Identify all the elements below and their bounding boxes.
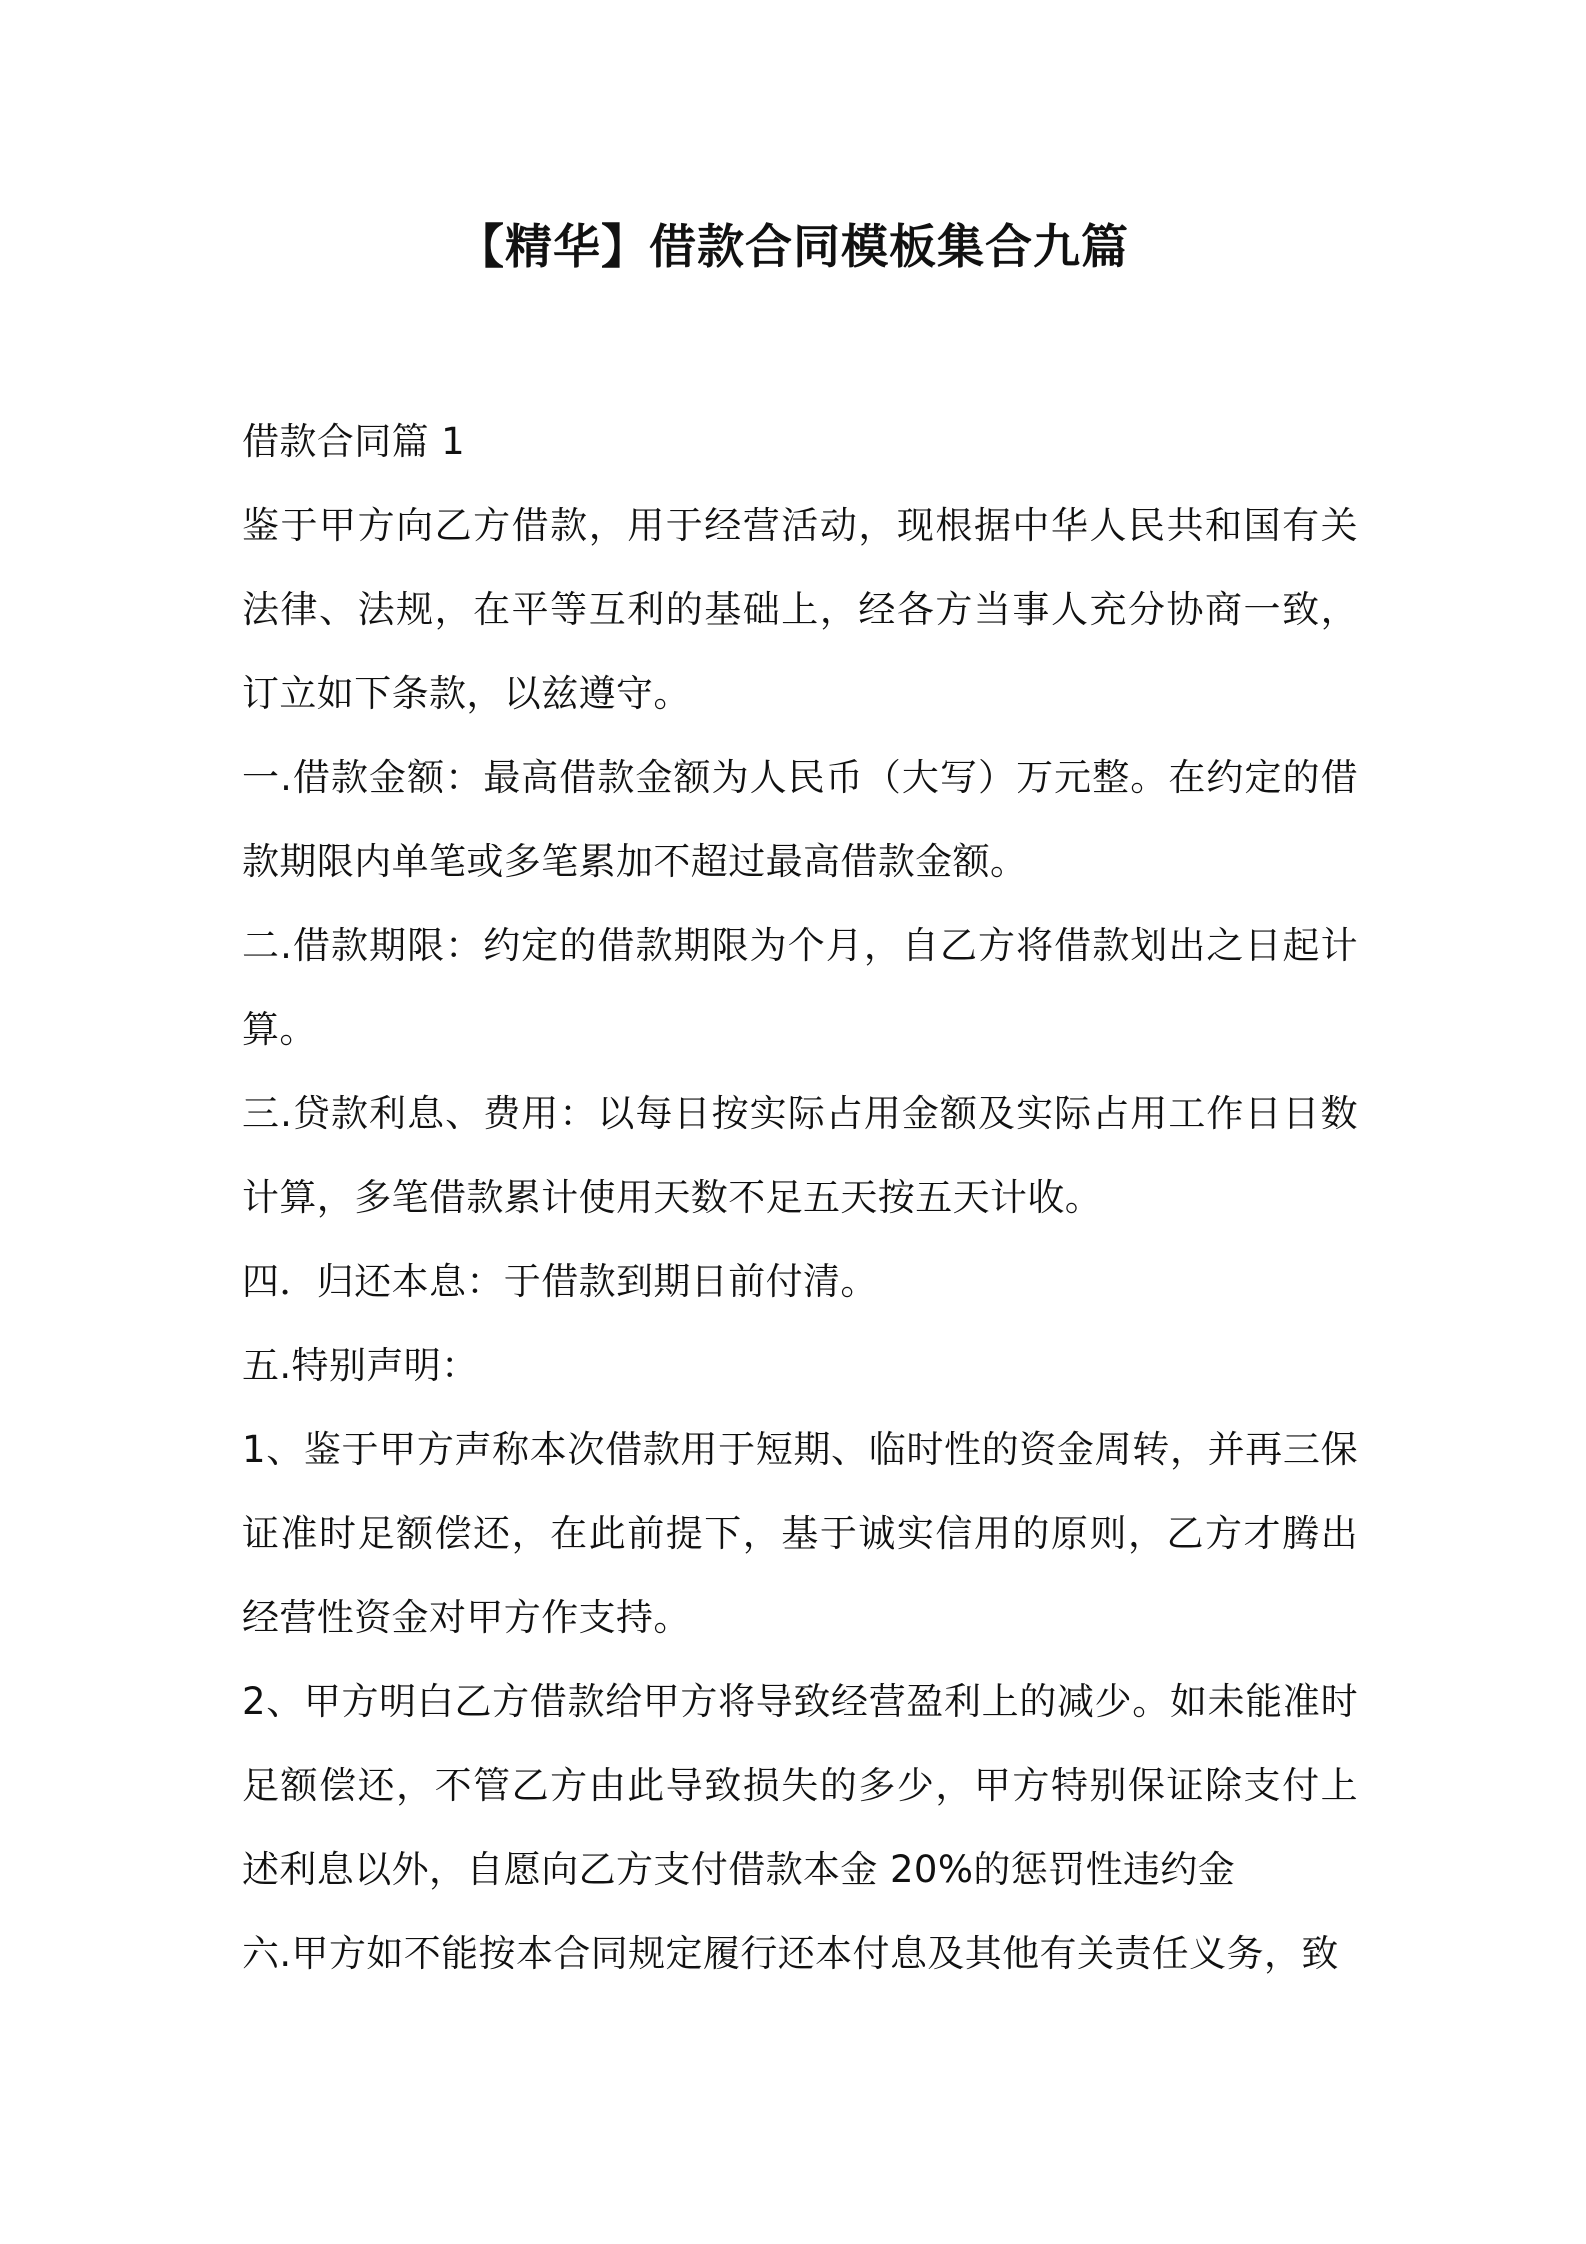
clause-interest-fees: 三.贷款利息、费用：以每日按实际占用金额及实际占用工作日日数计算，多笔借款累计使用天数不足五天按五天计收。: [242, 1092, 1358, 1219]
section-heading: 借款合同篇 1: [242, 420, 466, 463]
clause-repayment: 四．归还本息：于借款到期日前付清。: [242, 1260, 878, 1303]
special-statement-item-1: 1、鉴于甲方声称本次借款用于短期、临时性的资金周转，并再三保证准时足额偿还，在此前提下，基于诚实信用的原则，乙方才腾出经营性资金对甲方作支持。: [242, 1428, 1358, 1639]
clause-special-statement: 五.特别声明：: [242, 1344, 479, 1387]
document-title: 【精华】借款合同模板集合九篇: [457, 220, 1129, 275]
document-body: [242, 400, 1358, 1996]
special-statement-item-2: 2、甲方明白乙方借款给甲方将导致经营盈利上的减少。如未能准时足额偿还，不管乙方由此导致损失的多少，甲方特别保证除支付上述利息以外，自愿向乙方支付借款本金 20%的惩罚性违约金: [242, 1680, 1358, 1891]
clause-default: 六.甲方如不能按本合同规定履行还本付息及其他有关责任义务，致: [242, 1932, 1339, 1975]
clause-loan-term: 二.借款期限：约定的借款期限为个月，自乙方将借款划出之日起计算。: [242, 924, 1358, 1051]
paragraph-preamble: 鉴于甲方向乙方借款，用于经营活动，现根据中华人民共和国有关法律、法规，在平等互利的基础上，经各方当事人充分协商一致，订立如下条款，以兹遵守。: [242, 504, 1358, 715]
clause-loan-amount: 一.借款金额：最高借款金额为人民币（大写）万元整。在约定的借款期限内单笔或多笔累加不超过最高借款金额。: [242, 756, 1358, 883]
